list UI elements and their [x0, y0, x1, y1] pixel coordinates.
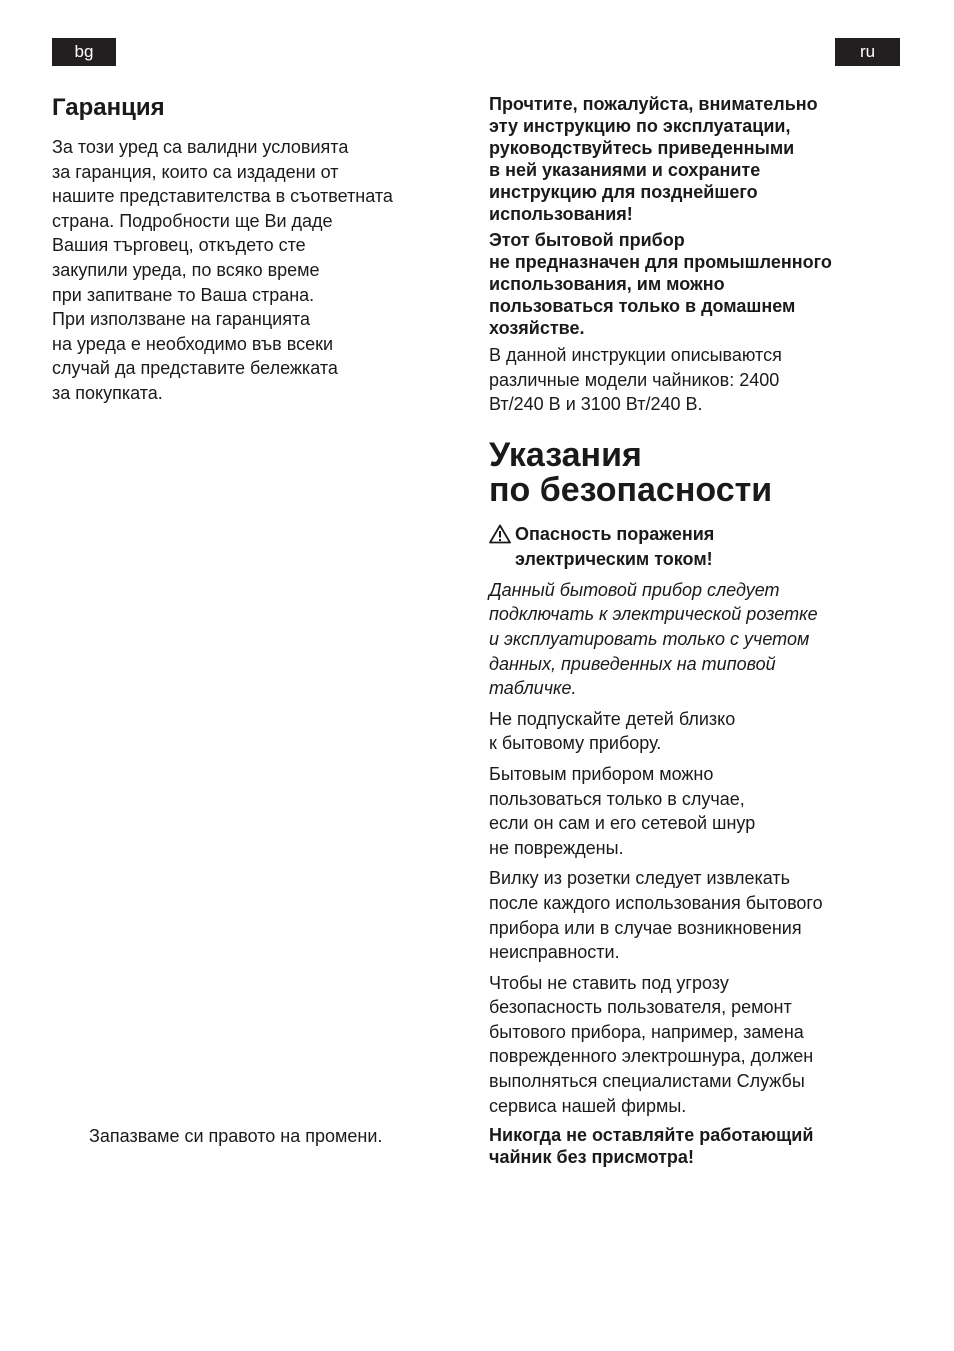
text-line: нашите представителства в съответната — [52, 186, 393, 207]
text-line: если он сам и его сетевой шнур — [489, 813, 756, 834]
children-paragraph — [489, 707, 909, 756]
text-line: сервиса нашей фирмы. — [489, 1095, 687, 1116]
text-line: не повреждены. — [489, 837, 624, 858]
text-line: Вт/240 В и 3100 Вт/240 В. — [489, 394, 703, 415]
text-line: Указания — [489, 435, 642, 474]
text-line: табличке. — [489, 678, 577, 699]
text-line: страна. Подробности ще Ви даде — [52, 210, 333, 231]
language-tab-bg: bg — [52, 38, 116, 66]
text-line: За този уред са валидни условията — [52, 137, 349, 157]
text-line: хозяйстве. — [489, 318, 585, 338]
text-line: При използване на гаранцията — [52, 309, 311, 330]
text-line: пользоваться только в случае, — [489, 788, 745, 809]
text-line: Этот бытовой прибор — [489, 230, 685, 250]
language-tab-ru: ru — [835, 38, 900, 66]
text-line: электрическим током! — [515, 548, 713, 569]
warning-text — [515, 522, 909, 572]
text-line: неисправности. — [489, 942, 620, 963]
warning-triangle-icon — [489, 524, 511, 544]
text-line: Никогда не оставляйте работающий — [489, 1125, 814, 1146]
text-line: Бытовым прибором можно — [489, 763, 714, 784]
text-line: на уреда е необходимо във всеки — [52, 333, 334, 354]
warranty-heading: Гаранция — [52, 94, 165, 121]
text-line: при запитване то Ваша страна. — [52, 284, 315, 305]
text-line: после каждого использования бытового — [489, 892, 823, 913]
text-line: не предназначен для промышленного — [489, 252, 832, 272]
intro-notice — [489, 93, 909, 225]
usage-paragraph — [489, 762, 909, 860]
text-line: выполняться специалистами Службы — [489, 1071, 805, 1092]
russian-instructions — [489, 93, 909, 1168]
text-line: руководствуйтесь приведенными — [489, 138, 795, 158]
text-line: бытового прибора, например, замена — [489, 1021, 804, 1042]
text-line: инструкцию для позднейшего — [489, 182, 758, 202]
electric-shock-warning — [489, 522, 909, 572]
text-line: за гаранция, които са издадени от — [52, 161, 339, 182]
warranty-section — [52, 93, 472, 406]
text-line: подключать к электрической розетке — [489, 604, 818, 625]
text-line: по безопасности — [489, 470, 773, 509]
text-line: В данной инструкции описываются — [489, 345, 782, 365]
rating-plate-paragraph — [489, 578, 909, 701]
text-line: использования! — [489, 204, 633, 224]
models-paragraph — [489, 343, 909, 417]
text-line: Чтобы не ставить под угрозу — [489, 972, 729, 993]
text-line: Данный бытовой прибор следует — [489, 579, 780, 600]
text-line: чайник без присмотра! — [489, 1147, 694, 1168]
household-notice — [489, 229, 909, 339]
text-line: закупили уреда, по всяко време — [52, 259, 320, 280]
text-line: прибора или в случае возникновения — [489, 917, 802, 938]
unplug-paragraph — [489, 866, 909, 964]
reservation-note: Запазваме си правото на промени. — [89, 1126, 383, 1146]
repair-paragraph — [489, 971, 909, 1119]
text-line: Прочтите, пожалуйста, внимательно — [489, 94, 818, 114]
text-line: за покупката. — [52, 382, 163, 403]
text-line: поврежденного электрошнура, должен — [489, 1046, 814, 1067]
text-line: безопасность пользователя, ремонт — [489, 997, 792, 1018]
warranty-paragraph — [52, 135, 472, 406]
text-line: пользоваться только в домашнем — [489, 296, 796, 316]
text-line: Не подпускайте детей близко — [489, 708, 736, 729]
text-line: в ней указаниями и сохраните — [489, 160, 761, 180]
text-line: данных, приведенных на типовой — [489, 653, 776, 674]
never-unattended-notice — [489, 1124, 909, 1168]
text-line: к бытовому прибору. — [489, 733, 662, 754]
text-line: различные модели чайников: 2400 — [489, 369, 780, 390]
text-line: Вилку из розетки следует извлекать — [489, 868, 790, 889]
text-line: и эксплуатировать только с учетом — [489, 628, 810, 649]
text-line: эту инструкцию по эксплуатации, — [489, 116, 791, 136]
safety-title — [489, 435, 909, 509]
text-line: Вашия търговец, откъдето сте — [52, 235, 306, 256]
text-line: случай да представите бележката — [52, 358, 338, 379]
text-line: использования, им можно — [489, 274, 725, 294]
text-line: Опасность поражения — [515, 523, 715, 544]
